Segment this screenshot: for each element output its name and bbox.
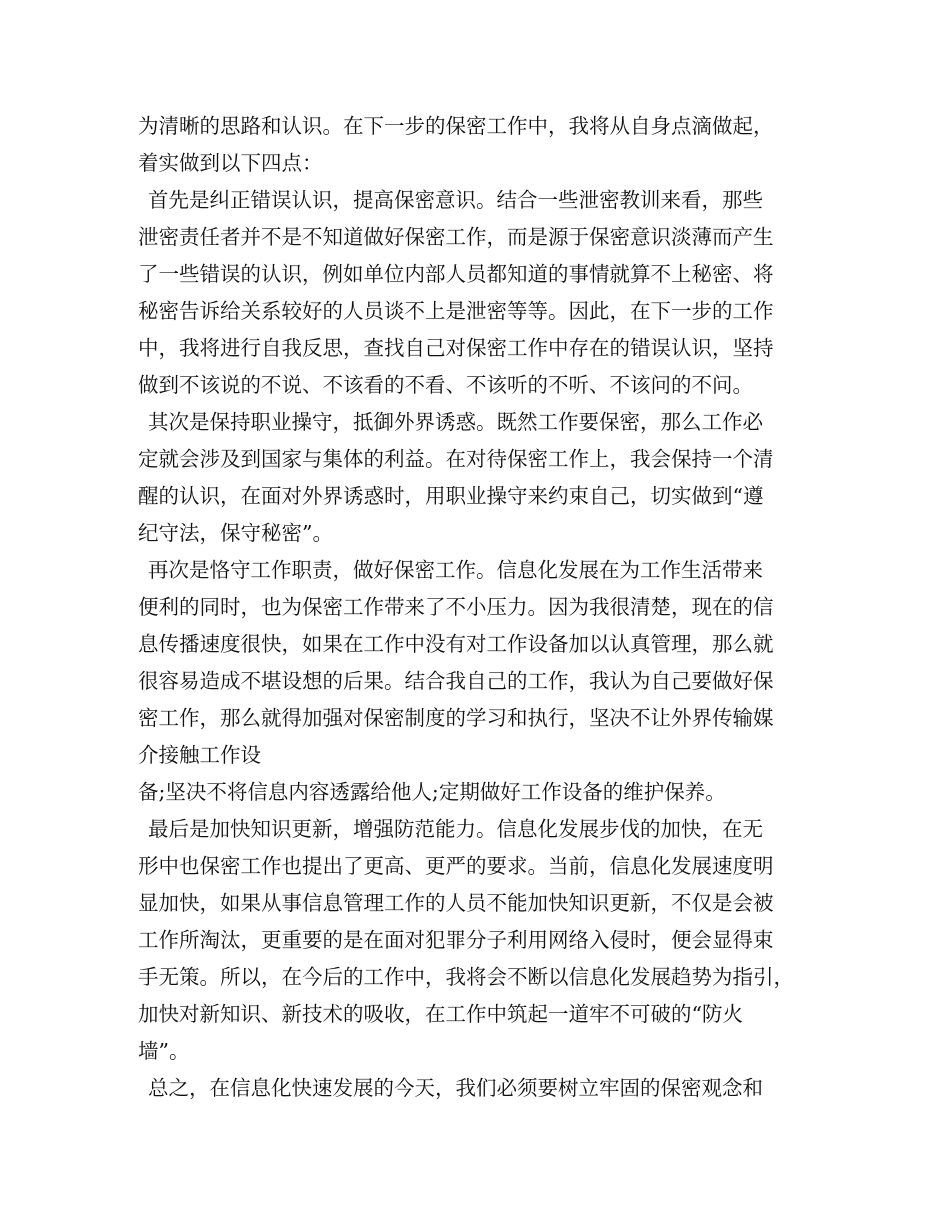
text-line: 最后是加快知识更新，增强防范能力。信息化发展步伐的加快，在无: [148, 817, 763, 841]
text-line: 息传播速度很快，如果在工作中没有对工作设备加以认真管理，那么就: [138, 632, 774, 656]
text-line: 其次是保持职业操守，抵御外界诱惑。既然工作要保密，那么工作必: [148, 410, 763, 434]
text-line: 密工作，那么就得加强对保密制度的学习和执行，坚决不让外界传输媒: [138, 706, 774, 730]
text-line: 再次是恪守工作职责，做好保密工作。信息化发展在为工作生活带来: [148, 558, 763, 582]
text-line: 加快对新知识、新技术的吸收，在工作中筑起一道牢不可破的“防火: [138, 1002, 743, 1026]
text-line: 便利的同时，也为保密工作带来了不小压力。因为我很清楚，现在的信: [138, 595, 774, 619]
text-line: 醒的认识，在面对外界诱惑时，用职业操守来约束自己，切实做到“遵: [138, 484, 764, 508]
text-line: 秘密告诉给关系较好的人员谈不上是泄密等等。因此，在下一步的工作: [138, 299, 774, 323]
text-line: 为清晰的思路和认识。在下一步的保密工作中，我将从自身点滴做起，: [138, 114, 774, 138]
text-line: 介接触工作设: [138, 743, 261, 767]
text-line: 首先是纠正错误认识，提高保密意识。结合一些泄密教训来看，那些: [148, 188, 763, 212]
text-line: 备;坚决不将信息内容透露给他人;定期做好工作设备的维护保养。: [138, 780, 726, 804]
text-line: 手无策。所以，在今后的工作中，我将会不断以信息化发展趋势为指引，: [138, 965, 794, 989]
text-line: 工作所淘汰，更重要的是在面对犯罪分子利用网络入侵时，便会显得束: [138, 928, 774, 952]
text-line: 泄密责任者并不是不知道做好保密工作，而是源于保密意识淡薄而产生: [138, 225, 774, 249]
text-line: 做到不该说的不说、不该看的不看、不该听的不听、不该问的不问。: [138, 373, 753, 397]
document-body: [138, 108, 838, 1107]
text-line: 显加快，如果从事信息管理工作的人员不能加快知识更新，不仅是会被: [138, 891, 774, 915]
text-line: 形中也保密工作也提出了更高、更严的要求。当前，信息化发展速度明: [138, 854, 774, 878]
text-line: 纪守法，保守秘密”。: [138, 521, 333, 545]
text-line: 着实做到以下四点：: [138, 151, 323, 175]
text-line: 总之，在信息化快速发展的今天，我们必须要树立牢固的保密观念和: [148, 1076, 763, 1100]
text-line: 定就会涉及到国家与集体的利益。在对待保密工作上，我会保持一个清: [138, 447, 774, 471]
text-line: 了一些错误的认识，例如单位内部人员都知道的事情就算不上秘密、将: [138, 262, 774, 286]
text-line: 很容易造成不堪设想的后果。结合我自己的工作，我认为自己要做好保: [138, 669, 774, 693]
text-line: 中，我将进行自我反思，查找自己对保密工作中存在的错误认识，坚持: [138, 336, 774, 360]
text-line: 墙”。: [138, 1039, 190, 1063]
